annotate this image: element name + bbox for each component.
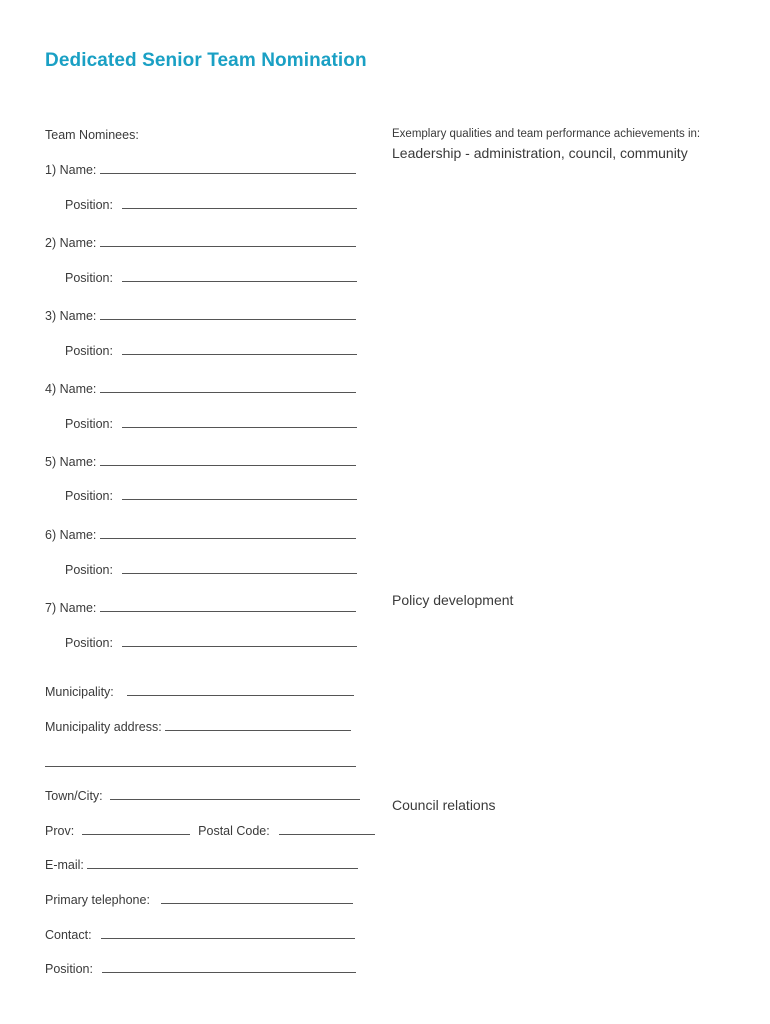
- team-nominees-label: Team Nominees:: [45, 128, 139, 142]
- section-council-relations: Council relations: [392, 797, 496, 813]
- nominee-7-position-label: Position:: [65, 636, 113, 650]
- qualities-intro: Exemplary qualities and team performance achievements in:: [392, 128, 701, 140]
- nominee-7-name-field[interactable]: [100, 601, 356, 612]
- primary-telephone-label: Primary telephone:: [45, 893, 150, 907]
- nominee-5-name-label: 5) Name:: [45, 455, 97, 469]
- nominee-5-position-field[interactable]: [122, 489, 357, 500]
- prov-label: Prov:: [45, 824, 75, 838]
- contact-field[interactable]: [101, 928, 355, 939]
- nominee-1-position-label: Position:: [65, 198, 113, 212]
- nominee-5-row: [45, 455, 356, 469]
- municipality-row: [45, 685, 354, 699]
- nominee-4-position-row: [65, 417, 357, 431]
- nominee-7-name-label: 7) Name:: [45, 601, 97, 615]
- primary-telephone-row: [45, 893, 353, 907]
- municipality-field[interactable]: [127, 685, 354, 696]
- prov-field[interactable]: [82, 824, 190, 835]
- nominee-2-name-field[interactable]: [100, 236, 356, 247]
- nominee-4-name-label: 4) Name:: [45, 382, 97, 396]
- nominee-6-position-row: [65, 563, 357, 577]
- town-city-row: [45, 789, 360, 803]
- nominee-1-name-label: 1) Name:: [45, 163, 97, 177]
- nominee-3-position-row: [65, 344, 357, 358]
- contact-label: Contact:: [45, 928, 92, 942]
- nominee-4-position-label: Position:: [65, 417, 113, 431]
- nominee-3-name-field[interactable]: [100, 309, 356, 320]
- contact-position-label: Position:: [45, 962, 93, 976]
- nominee-1-name-field[interactable]: [100, 163, 356, 174]
- email-field[interactable]: [87, 858, 358, 869]
- nominee-4-name-field[interactable]: [100, 382, 356, 393]
- primary-telephone-field[interactable]: [161, 893, 353, 904]
- town-city-field[interactable]: [110, 789, 360, 800]
- nominee-6-name-label: 6) Name:: [45, 528, 97, 542]
- section-leadership: Leadership - administration, council, community: [392, 145, 688, 161]
- town-city-label: Town/City:: [45, 789, 103, 803]
- nominee-4-position-field[interactable]: [122, 417, 357, 428]
- nominee-2-row: [45, 236, 356, 250]
- email-row: [45, 858, 358, 872]
- nominee-1-position-field[interactable]: [122, 198, 357, 209]
- postal-code-label: Postal Code:: [198, 824, 270, 838]
- nominee-2-position-row: [65, 271, 357, 285]
- nominee-7-position-field[interactable]: [122, 636, 357, 647]
- prov-postal-row: [45, 824, 375, 838]
- nominee-6-name-field[interactable]: [100, 528, 356, 539]
- email-label: E-mail:: [45, 858, 84, 872]
- nominee-7-row: [45, 601, 356, 615]
- page-title: Dedicated Senior Team Nomination: [45, 50, 367, 71]
- nominee-6-position-label: Position:: [65, 563, 113, 577]
- nominee-6-row: [45, 528, 356, 542]
- nominee-6-position-field[interactable]: [122, 563, 357, 574]
- municipality-address-field-2[interactable]: [45, 756, 356, 767]
- municipality-address-label: Municipality address:: [45, 720, 162, 734]
- nominee-1-row: [45, 163, 356, 177]
- nominee-2-name-label: 2) Name:: [45, 236, 97, 250]
- nominee-5-name-field[interactable]: [100, 455, 356, 466]
- nominee-5-position-label: Position:: [65, 489, 113, 503]
- section-policy-development: Policy development: [392, 592, 514, 608]
- municipality-address-row: [45, 720, 351, 734]
- contact-row: [45, 928, 355, 942]
- municipality-label: Municipality:: [45, 685, 114, 699]
- nominee-3-position-label: Position:: [65, 344, 113, 358]
- municipality-address-field[interactable]: [165, 720, 351, 731]
- contact-position-row: [45, 962, 356, 976]
- postal-code-field[interactable]: [279, 824, 375, 835]
- nominee-3-name-label: 3) Name:: [45, 309, 97, 323]
- contact-position-field[interactable]: [102, 962, 356, 973]
- nominee-1-position-row: [65, 198, 357, 212]
- municipality-address-line-2: [45, 756, 356, 770]
- nominee-7-position-row: [65, 636, 357, 650]
- nominee-2-position-field[interactable]: [122, 271, 357, 282]
- nominee-4-row: [45, 382, 356, 396]
- nominee-5-position-row: [65, 489, 357, 503]
- nominee-3-position-field[interactable]: [122, 344, 357, 355]
- nominee-2-position-label: Position:: [65, 271, 113, 285]
- nominee-3-row: [45, 309, 356, 323]
